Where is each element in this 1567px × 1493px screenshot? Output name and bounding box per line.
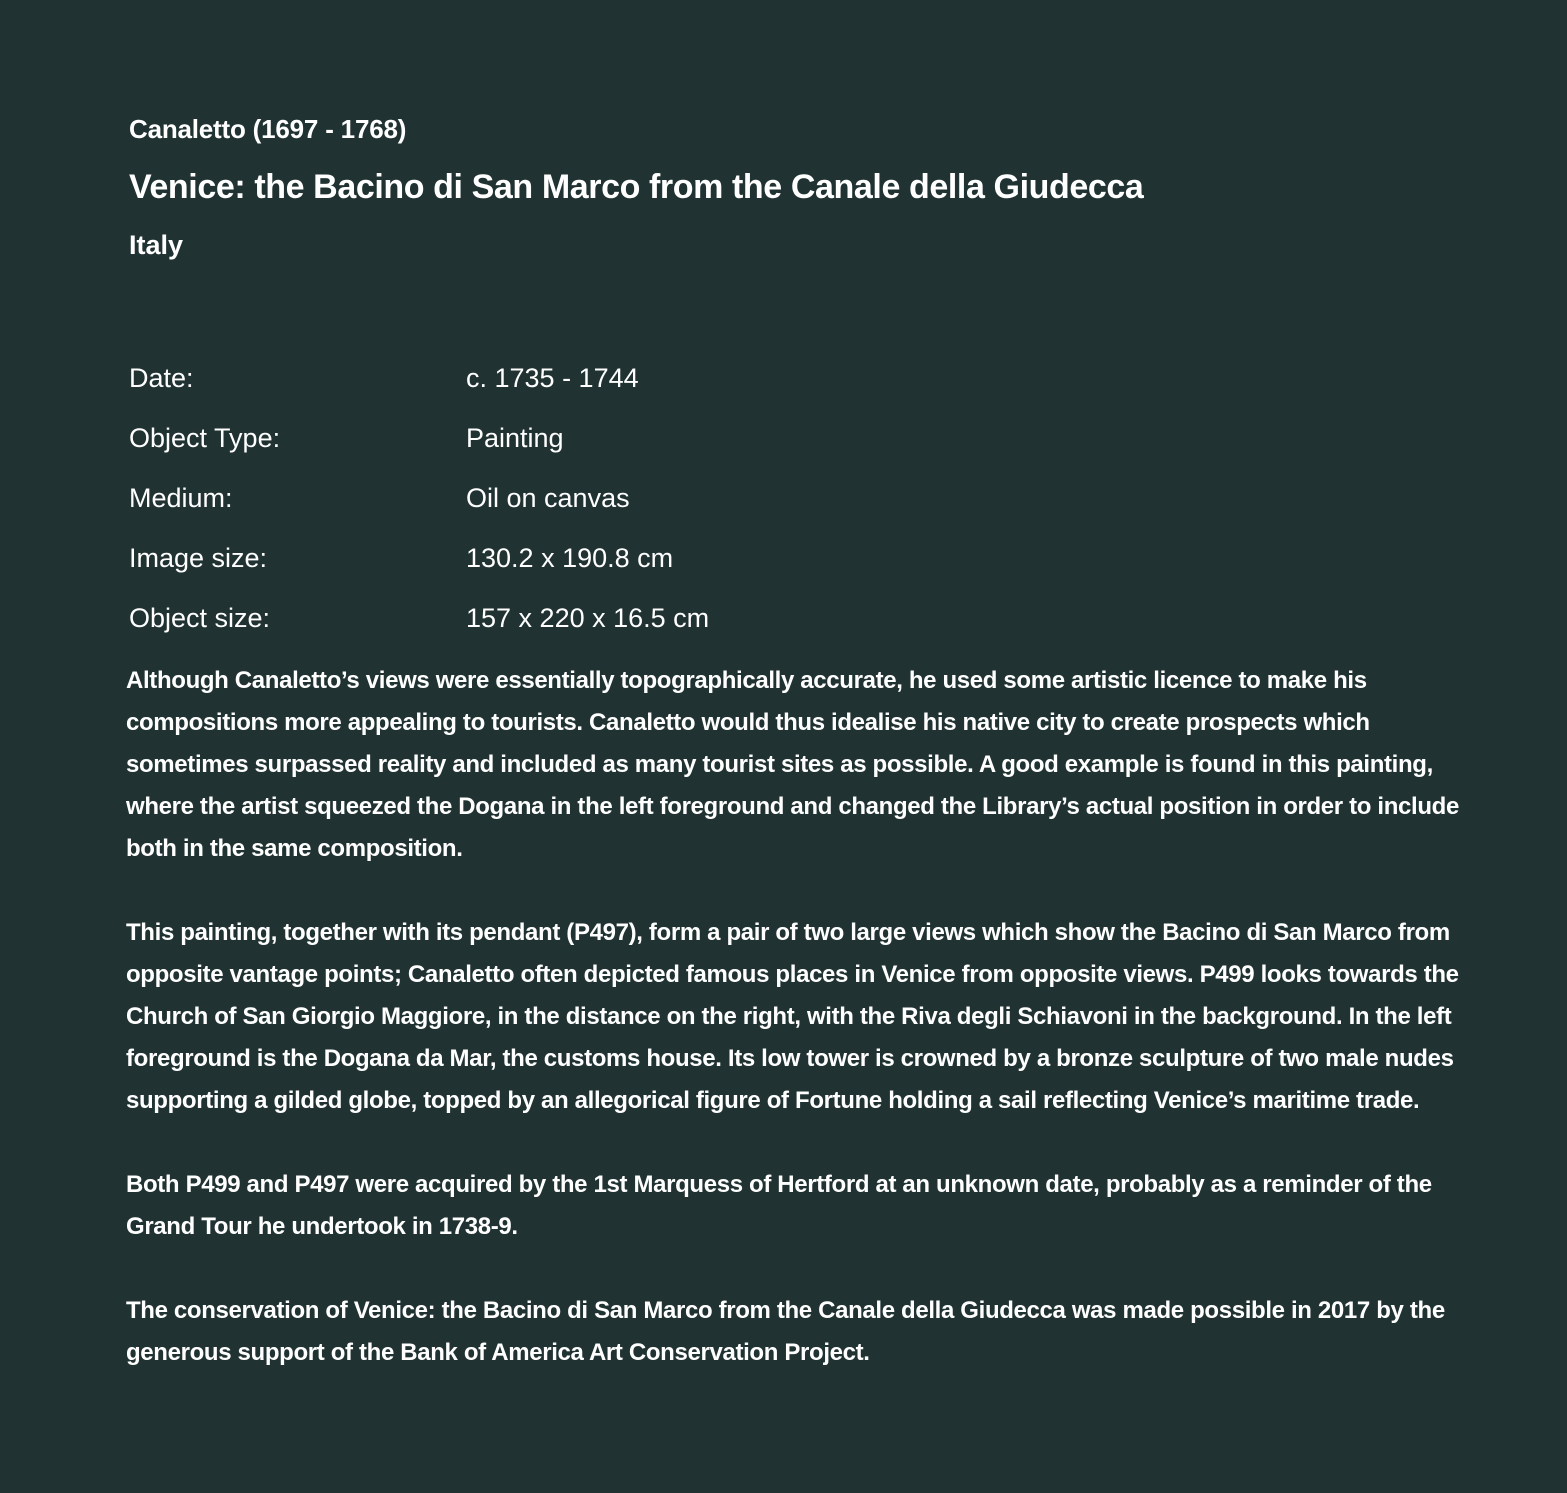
- description-paragraph: The conservation of Venice: the Bacino di San Marco from the Canale della Giudecca was made possible in 2017 by the generous support of the Bank of America Art Conservation Project.: [126, 1297, 1445, 1366]
- detail-label: Object Type:: [129, 423, 281, 453]
- detail-value: Oil on canvas: [466, 483, 630, 513]
- description-paragraph: This painting, together with its pendant (P497), form a pair of two large views which show the Bacino di San Marco from opposite vantage points; Canaletto often depicted famous places in Venice from opposite views. P499 looks towards the Church of San Giorgio Maggiore, in the distance on the right, with the Riva degli Schiavoni in the background. In the left foreground is the Dogana da Mar, the customs house. Its low tower is crowned by a bronze sculpture of two male nudes supporting a gilded globe, topped by an allegorical figure of Fortune holding a sail reflecting Venice’s maritime trade.: [126, 919, 1459, 1114]
- detail-value: Painting: [466, 423, 564, 453]
- detail-row-object-type: [129, 408, 1229, 468]
- description-paragraph: Although Canaletto’s views were essentially topographically accurate, he used some artistic licence to make his compositions more appealing to tourists. Canaletto would thus idealise his native city to create prospects which sometimes surpassed reality and included as many tourist sites as possible. A good example is found in this painting, where the artist squeezed the Dogana in the left foreground and changed the Library’s actual position in order to include both in the same composition.: [126, 667, 1459, 862]
- detail-row-object-size: [129, 588, 1229, 648]
- detail-row-date: [129, 348, 1229, 408]
- artwork-country: Italy: [129, 230, 184, 260]
- artwork-description: [126, 660, 1476, 1416]
- detail-row-medium: [129, 468, 1229, 528]
- description-paragraph: Both P499 and P497 were acquired by the 1st Marquess of Hertford at an unknown date, probably as a reminder of the Grand Tour he undertook in 1738-9.: [126, 1171, 1432, 1240]
- artwork-header: [129, 112, 1429, 262]
- detail-value: 157 x 220 x 16.5 cm: [466, 603, 710, 633]
- detail-label: Image size:: [129, 543, 268, 573]
- detail-label: Medium:: [129, 483, 233, 513]
- detail-label: Date:: [129, 363, 194, 393]
- detail-row-image-size: [129, 528, 1229, 588]
- detail-label: Object size:: [129, 603, 271, 633]
- artwork-details-list: [129, 348, 1229, 648]
- artwork-title: Venice: the Bacino di San Marco from the Canale della Giudecca: [129, 168, 1144, 206]
- detail-value: c. 1735 - 1744: [466, 363, 639, 393]
- detail-value: 130.2 x 190.8 cm: [466, 543, 674, 573]
- artist-name[interactable]: Canaletto (1697 - 1768): [129, 114, 407, 144]
